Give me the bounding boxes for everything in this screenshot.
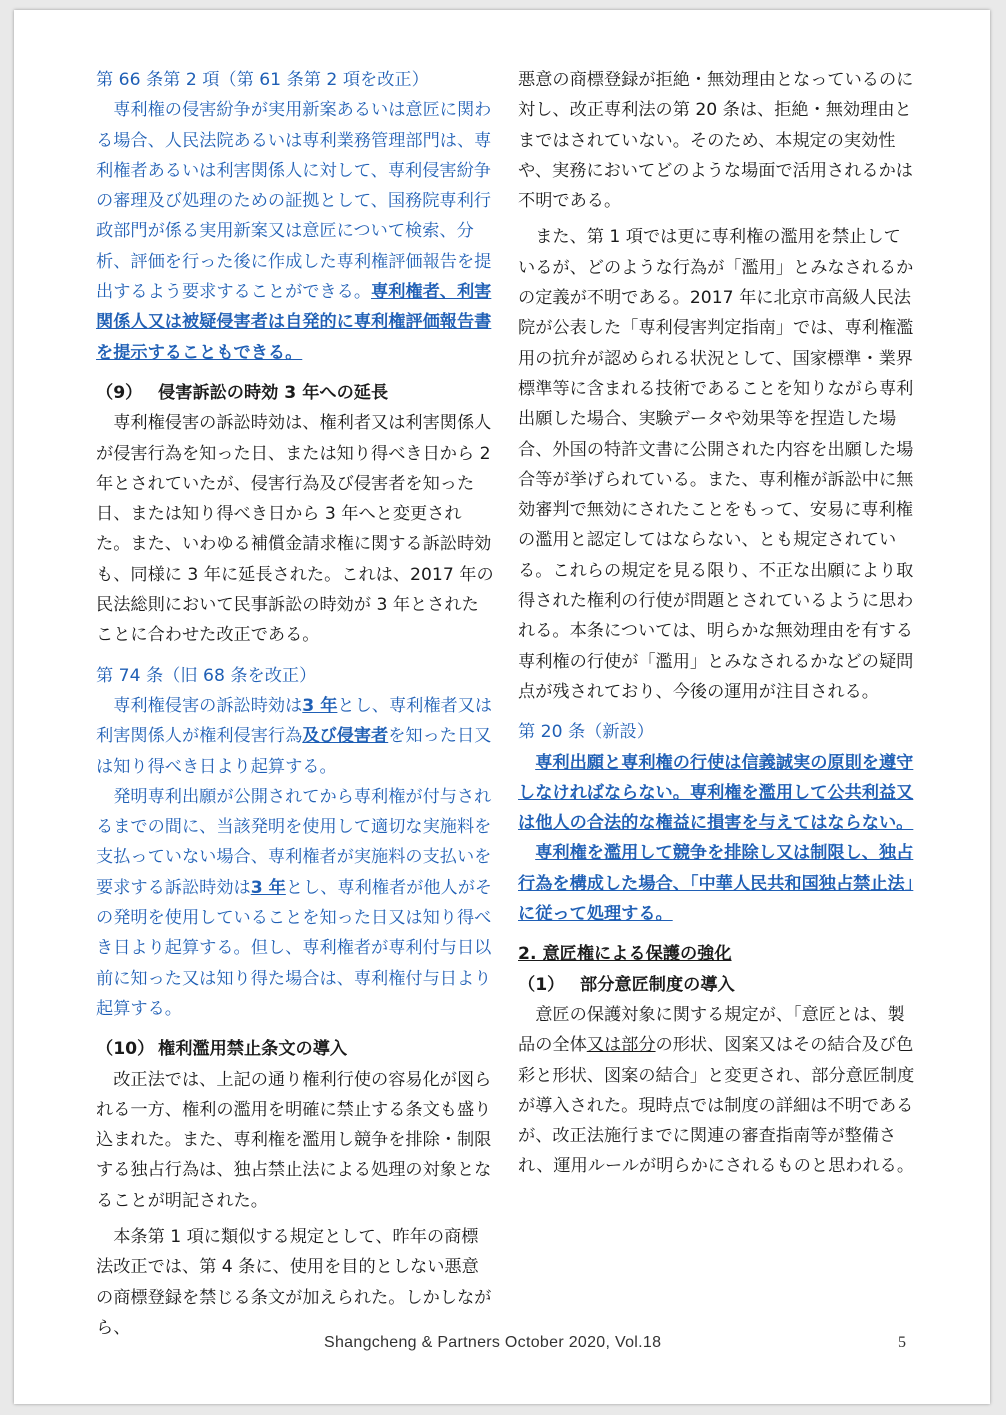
section-10-para-2: 本条第 1 項に類似する規定として、昨年の商標法改正では、第 4 条に、使用を目的としない悪意の商標登録を禁じる条文が加えられた。しかしながら、 xyxy=(96,1226,492,1338)
document-page xyxy=(14,10,990,1404)
amended-term: 3 年 xyxy=(250,877,286,898)
article-20-para-1: 専利出願と専利権の行使は信義誠実の原則を遵守しなければならない。専利権を濫用して公共利益又は他人の合法的な権益に損害を与えてはならない。 xyxy=(518,752,914,834)
article-66-title: 第 66 条第 2 項（第 61 条第 2 項を改正） xyxy=(96,70,429,90)
section-1-number: （1） xyxy=(518,974,565,995)
abuse-definition-paragraph: また、第 1 項では更に専利権の濫用を禁止しているが、どのような行為が「濫用」とみなされるかの定義が不明である。2017 年に北京市高級人民法院が公表した「専利侵害判定指南」では、専利権濫用の抗弁が認められる状況として、国家標準・業界標準等に含まれる技術であることを知りながら専利出願した場合、実験データや効果等を捏造した場合、外国の特許文書に公開された内容を出願した場合等が挙げられている。また、専利権が訴訟中に無効審判で無効にされたことをもって、安易に専利権の濫用と認定してはならない、とも規定されている。これらの規定を見る限り、不正な出願により取得された権利の行使が問題とされているように思われる。本条については、明らかな無効理由を有する専利権の行使が「濫用」とみなされるかなどの疑問点が残されており、今後の運用が注目される。 xyxy=(518,227,914,702)
amended-term: 3 年 xyxy=(302,695,338,716)
continued-paragraph: 悪意の商標登録が拒絶・無効理由となっているのに対し、改正専利法の第 20 条は、拒絶・無効理由とまではされていない。そのため、本規定の実効性や、実務においてどのような場面で活用されるかは不明である。 xyxy=(518,70,914,212)
section-1-heading xyxy=(518,970,916,1000)
article-74-para-1: 専利権侵害の訴訟時効は3 年とし、専利権者又は利害関係人が権利侵害行為及び侵害者を知った日又は知り得べき日より起算する。 xyxy=(96,695,493,777)
section-1-title: 部分意匠制度の導入 xyxy=(580,974,735,995)
publication-info: Shangcheng & Partners October 2020, Vol.18 xyxy=(324,1334,662,1351)
amended-term: 又は部分 xyxy=(586,1035,656,1056)
section-9-text: 専利権侵害の訴訟時効は、権利者又は利害関係人が侵害行為を知った日、または知り得べき日から 2 年とされていたが、侵害行為及び侵害者を知った日、または知り得べき日から 3 年へと変更された。また、いわゆる補償金請求権に関する訴訟時効も、同様に 3 年に延長された。これは、2017 年の民法総則において民事訴訟の時効が 3 年とされたことに合わせた改正である。 xyxy=(96,413,494,646)
page-number: 5 xyxy=(898,1334,906,1351)
partial-design-paragraph: 意匠の保護対象に関する規定が、「意匠とは、製品の全体又は部分の形状、図案又はその結合及び色彩と形状、図案の結合」と変更され、部分意匠制度が導入された。現時点では制度の詳細は不明であるが、改正法施行までに関連の審査指南等が整備され、運用ルールが明らかにされるものと思われる。 xyxy=(518,1004,915,1177)
right-column xyxy=(518,65,916,1182)
section-9-heading xyxy=(96,378,494,408)
section-9-title: 侵害訴訟の時効 3 年への延長 xyxy=(158,382,389,403)
section-9-number: （9） xyxy=(96,382,143,403)
article-66-body: 専利権の侵害紛争が実用新案あるいは意匠に関わる場合、人民法院あるいは専利業務管理部門は、専利権者あるいは利害関係人に対して、専利侵害紛争の審理及び処理のための証拠として、国務院専利行政部門が係る実用新案又は意匠について検索、分析、評価を行った後に作成した専利権評価報告を提出するよう要求することができる。 xyxy=(96,100,492,303)
article-74-para-2: 発明専利出願が公開されてから専利権が付与されるまでの間に、当該発明を使用して適切な実施料を支払っていない場合、専利権者が実施料の支払いを要求する訴訟時効は3 年とし、専利権者が他人がその発明を使用していることを知った日又は知り得べき日より起算する。但し、専利権者が専利付与日以前に知った又は知り得た場合は、専利権付与日より起算する。 xyxy=(96,786,493,1019)
left-column xyxy=(96,65,494,1343)
amended-term: 及び侵害者 xyxy=(302,726,389,747)
article-20-title: 第 20 条（新設） xyxy=(518,722,654,743)
section-10-para-1: 改正法では、上記の通り権利行使の容易化が図られる一方、権利の濫用を明確に禁止する条文も盛り込まれた。また、専利権を濫用し競争を排除・制限する独占行為は、独占禁止法による処理の対象となることが明記された。 xyxy=(96,1069,492,1211)
section-10-number: （10） xyxy=(96,1039,155,1060)
article-66-text xyxy=(96,95,494,368)
section-10-title: 権利濫用禁止条文の導入 xyxy=(158,1039,348,1060)
chapter-2-heading: 2. 意匠権による保護の強化 xyxy=(518,944,732,965)
article-66-amendment: 専利権者、利害関係人又は被疑侵害者は自発的に専利権評価報告書を提示することもできる。 xyxy=(96,282,492,363)
article-20-para-2: 専利権を濫用して競争を排除し又は制限し、独占行為を構成した場合、「中華人民共和国独占禁止法」に従って処理する。 xyxy=(518,843,914,925)
section-10-heading xyxy=(96,1034,494,1064)
article-74-title: 第 74 条（旧 68 条を改正） xyxy=(96,665,317,686)
